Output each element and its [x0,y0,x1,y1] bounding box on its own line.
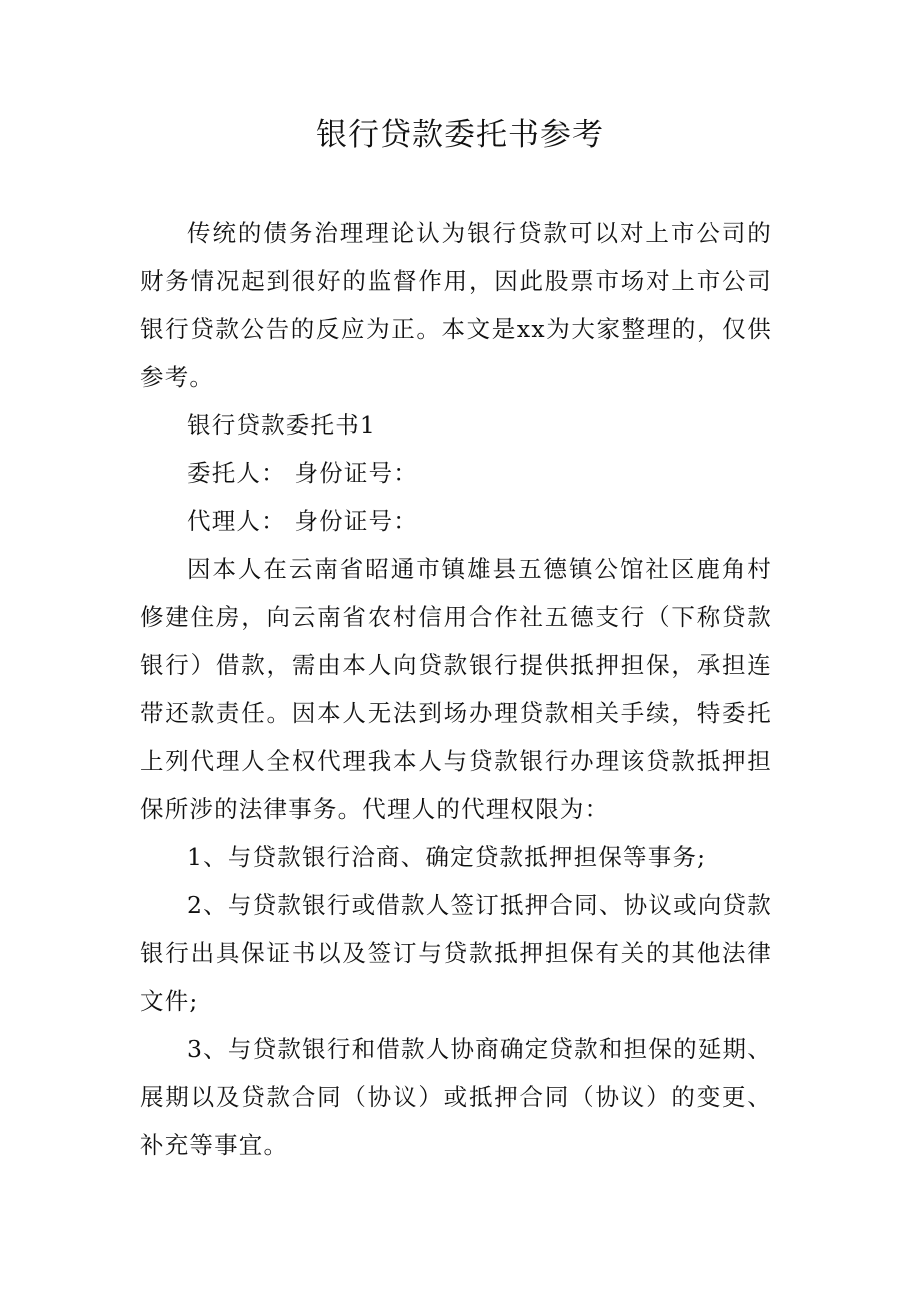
paragraph-agent: 代理人： 身份证号： [187,507,418,535]
document-title: 银行贷款委托书参考 [316,117,604,153]
paragraph-section-heading: 银行贷款委托书1 [187,411,377,439]
paragraph-item-2: 2、与贷款银行或借款人签订抵押合同、协议或向贷款银行出具保证书以及签订与贷款抵押担保有关的其他法律文件; [140,891,772,1015]
paragraph-item-3: 3、与贷款银行和借款人协商确定贷款和担保的延期、展期以及贷款合同（协议）或抵押合同（协议）的变更、补充等事宜。 [140,1035,772,1159]
paragraph-intro: 传统的债务治理理论认为银行贷款可以对上市公司的财务情况起到很好的监督作用，因此股票市场对上市公司银行贷款公告的反应为正。本文是xx为大家整理的，仅供参考。 [140,219,772,391]
document-body [140,209,772,1169]
paragraph-principal: 委托人： 身份证号： [187,459,418,487]
paragraph-statement: 因本人在云南省昭通市镇雄县五德镇公馆社区鹿角村修建住房，向云南省农村信用合作社五德支行（下称贷款银行）借款，需由本人向贷款银行提供抵押担保，承担连带还款责任。因本人无法到场办理贷款相关手续，特委托上列代理人全权代理我本人与贷款银行办理该贷款抵押担保所涉的法律事务。代理人的代理权限为： [140,555,772,823]
paragraph-item-1: 1、与贷款银行洽商、确定贷款抵押担保等事务; [187,843,707,871]
